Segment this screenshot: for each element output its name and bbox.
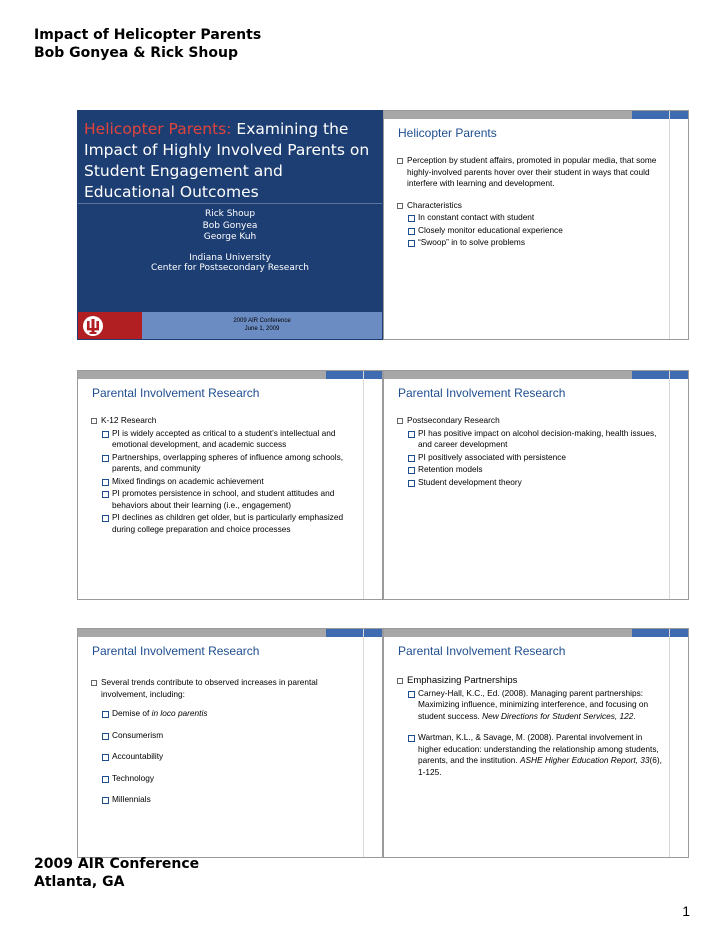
list-item: In constant contact with student <box>407 212 662 224</box>
slide-top-bar <box>78 371 382 379</box>
slide-footer-bar <box>78 312 382 339</box>
slide-thumbnail-4[interactable] <box>383 370 689 600</box>
header-authors: Bob Gonyea & Rick Shoup <box>34 45 239 61</box>
slide-title: Helicopter Parents: Examining the Impact of Highly Involved Parents on Student Engagement and Educational Outcomes <box>84 120 370 201</box>
list-item: Perception by student affairs, promoted in popular media, that some highly-involved parents hover over their student in ways that could interfere with learning and development. <box>396 155 662 190</box>
slide-title: Parental Involvement Research <box>92 386 260 400</box>
slide-top-bar <box>78 629 382 637</box>
slide-title: Parental Involvement Research <box>398 386 566 400</box>
list-item: Partnerships, overlapping spheres of influence among schools, parents, and community <box>101 452 356 475</box>
list-item: K-12 Research PI is widely accepted as critical to a student’s intellectual and emotional development, and academic success Partnerships, overlapping spheres of influence among schools, parents, and community Mixed findings on academic achievement PI promotes persistence in school, and student attitudes and behaviors about their learning (i.e., engagement) PI declines as children get older, but is particularly emphasized during college preparation and choice processes <box>90 415 356 535</box>
slide-top-bar <box>384 629 688 637</box>
reference-item: Carney-Hall, K.C., Ed. (2008). Managing parent partnerships: Maximizing influence, minimizing interference, and focusing on student success. New Directions for Student Services, 122. <box>407 688 662 723</box>
list-item: PI is widely accepted as critical to a student’s intellectual and emotional development, and academic success <box>101 428 356 451</box>
bullet-list <box>90 677 356 807</box>
list-item: PI declines as children get older, but is particularly emphasized during college preparation and choice processes <box>101 512 356 535</box>
list-item: “Swoop” in to solve problems <box>407 237 662 249</box>
document-header <box>34 26 261 62</box>
list-item: PI positively associated with persistence <box>407 452 662 464</box>
footer-location: Atlanta, GA <box>34 874 125 890</box>
list-item: PI promotes persistence in school, and student attitudes and behaviors about their learning (i.e., engagement) <box>101 488 356 511</box>
document-footer <box>34 855 199 891</box>
author: Rick Shoup <box>204 209 256 219</box>
list-item: Retention models <box>407 464 662 476</box>
list-item: Several trends contribute to observed increases in parental involvement, including: Demise of in loco parentis Consumerism Accountability Technology Millennials <box>90 677 356 806</box>
list-item: Consumerism <box>101 730 356 742</box>
list-item: Millennials <box>101 794 356 806</box>
page-number: 1 <box>682 903 690 919</box>
slide-title: Helicopter Parents <box>398 126 497 140</box>
conference-info: 2009 AIR Conference June 1, 2009 <box>142 312 382 339</box>
author-list <box>78 209 382 244</box>
slide-thumbnail-5[interactable] <box>77 628 383 858</box>
list-item: Characteristics In constant contact with student Closely monitor educational experience “Swoop” in to solve problems <box>396 200 662 249</box>
institution: Indiana University Center for Postsecondary Research <box>150 253 309 273</box>
list-item: Mixed findings on academic achievement <box>101 476 356 488</box>
bullet-list <box>396 675 662 779</box>
slide-thumbnail-2[interactable] <box>383 110 689 340</box>
bullet-list <box>396 415 662 489</box>
list-item: Technology <box>101 773 356 785</box>
author: George Kuh <box>203 232 257 242</box>
reference-item: Wartman, K.L., & Savage, M. (2008). Parental involvement in higher education: understanding the relationship among students, parents, and the institution. ASHE Higher Education Report, 33(6), 1-125. <box>407 732 662 778</box>
list-item: PI has positive impact on alcohol decision-making, health issues, and career development <box>407 428 662 451</box>
list-item: Postsecondary Research PI has positive impact on alcohol decision-making, health issues, and career development PI positively associated with persistence Retention models Student development theory <box>396 415 662 488</box>
list-item: Demise of in loco parentis <box>101 708 356 720</box>
bullet-list <box>90 415 356 536</box>
slide-title: Parental Involvement Research <box>398 644 566 658</box>
slide-thumbnail-1[interactable] <box>77 110 383 340</box>
header-title: Impact of Helicopter Parents <box>34 27 262 43</box>
list-item: Accountability <box>101 751 356 763</box>
footer-conference: 2009 AIR Conference <box>34 856 200 872</box>
list-item: Closely monitor educational experience <box>407 225 662 237</box>
list-item: Emphasizing Partnerships Carney-Hall, K.C., Ed. (2008). Managing parent partnerships: Maximizing influence, minimizing interference, and focusing on student success. New Directions for Student Services, 122. Wartman, K.L., & Savage, M. (2008). Parental involvement in higher education: understanding the relationship among students, parents, and the institution. ASHE Higher Education Report, 33(6), 1-125. <box>396 675 662 778</box>
slide-thumbnail-6[interactable] <box>383 628 689 858</box>
slide-thumbnail-3[interactable] <box>77 370 383 600</box>
slide-top-bar <box>384 371 688 379</box>
slide-top-bar <box>384 111 688 119</box>
iu-trident-logo-icon <box>78 312 142 339</box>
bullet-list <box>396 155 662 250</box>
author: Bob Gonyea <box>202 220 258 231</box>
divider <box>78 203 382 204</box>
slide-title: Parental Involvement Research <box>92 644 260 658</box>
list-item: Student development theory <box>407 477 662 489</box>
